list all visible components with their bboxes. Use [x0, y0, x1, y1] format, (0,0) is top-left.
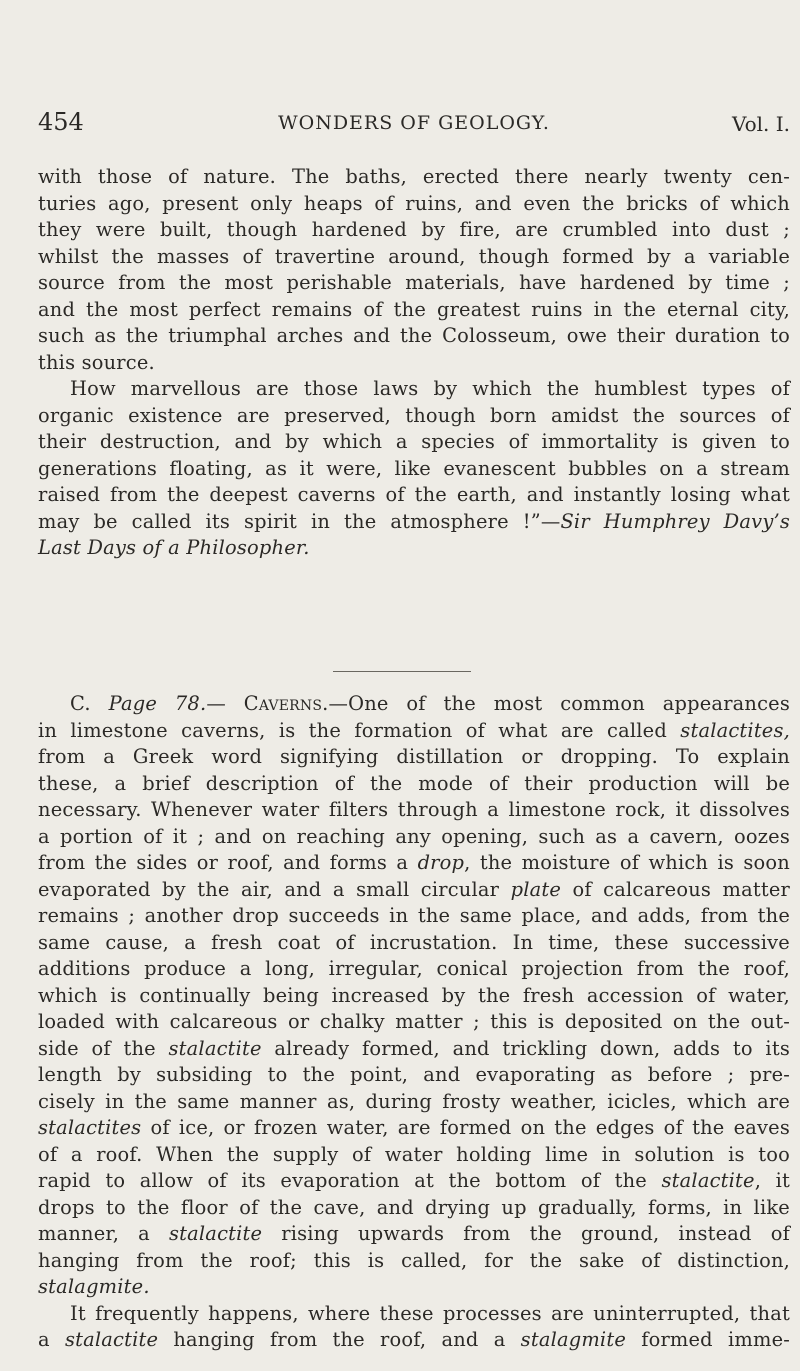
text-run: , the moisture of which is soon — [464, 851, 790, 874]
section-divider — [333, 671, 471, 672]
italic-term: stalagmite. — [38, 1275, 150, 1298]
text-run: , it — [754, 1169, 790, 1192]
text-line: with those of nature. The baths, erected there nearly twenty cen- — [38, 165, 790, 188]
text-run: formed imme- — [626, 1328, 790, 1351]
text-run: hanging from the roof, and a — [158, 1328, 521, 1351]
italic-term: stalactite — [661, 1169, 755, 1192]
text-line — [38, 1221, 790, 1248]
text-line — [38, 1274, 790, 1301]
italic-term: drop — [417, 851, 465, 874]
text-line: whilst the masses of travertine around, though formed by a variable — [38, 244, 790, 268]
text-line: a portion of it ; and on reaching any opening, such as a cavern, oozes — [38, 824, 790, 848]
text-run: manner, a — [38, 1222, 169, 1245]
text-run: of ice, or frozen water, are formed on the edges of the eaves — [141, 1116, 790, 1139]
text-line: C. Page 78.— Caverns.—One of the most common appearances — [70, 692, 790, 715]
italic-term: stalactite — [169, 1222, 263, 1245]
page-number: 454 — [38, 108, 84, 136]
italic-term: stalactite — [168, 1036, 262, 1060]
quote-continuation — [38, 164, 790, 562]
text-line: source from the most perishable materials, have hardened by time ; — [38, 271, 790, 294]
text-line: these, a brief description of the mode of their production will be — [38, 771, 790, 795]
italic-term: stalactites — [38, 1116, 142, 1139]
text-run: evaporated by the air, and a small circular — [38, 877, 511, 901]
text-run: One of the most common appearances — [348, 692, 790, 715]
text-line: which is continually being increased by the fresh accession of water, — [38, 983, 790, 1007]
italic-term: stalactite — [64, 1328, 159, 1351]
text-line: additions produce a long, irregular, conical projection from the roof, — [38, 957, 790, 980]
italic-term: stalagmite — [520, 1328, 627, 1351]
text-line — [38, 1036, 790, 1063]
text-line — [38, 1327, 790, 1354]
attribution-author: Sir Humphrey Davy’s — [560, 509, 790, 533]
text-line — [38, 1168, 790, 1195]
text-run: of calcareous matter — [561, 877, 790, 901]
text-line: generations floating, as it were, like evanescent bubbles on a stream — [38, 456, 790, 480]
text-line: and the most perfect remains of the greatest ruins in the eternal city, — [38, 297, 790, 321]
text-line: hanging from the roof; this is called, for the sake of distinction, — [38, 1248, 790, 1272]
text-line: necessary. Whenever water filters through a limestone rock, it dissolves — [38, 798, 790, 821]
text-line: drops to the floor of the cave, and drying up gradually, forms, in like — [38, 1195, 790, 1219]
section-c — [38, 691, 790, 1354]
page-reference: Page 78. — [108, 692, 207, 715]
text-line: length by subsiding to the point, and evaporating as before ; pre- — [38, 1063, 790, 1086]
text-line: their destruction, and by which a species of immortality is given to — [38, 430, 790, 453]
text-line: It frequently happens, where these processes are uninterrupted, that — [70, 1301, 790, 1325]
italic-term: stalactites, — [680, 718, 790, 742]
attribution-work: Last Days of a Philosopher. — [38, 536, 310, 559]
text-run: a — [38, 1328, 65, 1351]
text-line: remains ; another drop succeeds in the same place, and adds, from the — [38, 904, 790, 927]
text-line — [38, 877, 790, 904]
text-line: cisely in the same manner as, during frosty weather, icicles, which are — [38, 1089, 790, 1113]
text-run: side of the — [38, 1036, 169, 1060]
text-line: How marvellous are those laws by which the humblest types of — [70, 377, 790, 400]
text-line — [38, 850, 790, 877]
text-line: loaded with calcareous or chalky matter ; this is deposited on the out- — [38, 1010, 790, 1033]
section-heading: — Caverns. — [206, 692, 329, 715]
text-run: from the sides or roof, and forms a — [38, 851, 418, 874]
volume-label: Vol. I. — [731, 112, 790, 136]
text-line: raised from the deepest caverns of the earth, and instantly losing what — [38, 483, 790, 506]
italic-term: plate — [510, 877, 562, 901]
text-line: they were built, though hardened by fire, are crumbled into dust ; — [38, 218, 790, 241]
text-line: such as the triumphal arches and the Colosseum, owe their duration to — [38, 324, 790, 347]
text-line — [38, 509, 790, 536]
text-line: same cause, a fresh coat of incrustation. In time, these successive — [38, 930, 790, 954]
text-line — [38, 1115, 790, 1142]
text-line: of a roof. When the supply of water holding lime in solution is too — [38, 1142, 790, 1166]
text-line — [38, 535, 790, 562]
text-line — [38, 718, 790, 745]
page-header — [38, 108, 790, 142]
running-title: WONDERS OF GEOLOGY. — [278, 112, 550, 134]
text-run: in limestone caverns, is the formation of what are called — [38, 718, 681, 742]
text-run: may be called its spirit in the atmosphere !”— — [38, 509, 561, 533]
text-line: turies ago, present only heaps of ruins, and even the bricks of which — [38, 191, 790, 215]
text-run: already formed, and trickling down, adds to its — [261, 1036, 790, 1060]
text-run: rising upwards from the ground, instead of — [262, 1222, 790, 1245]
text-line: this source. — [38, 350, 155, 374]
text-line: from a Greek word signifying distillation or dropping. To explain — [38, 745, 790, 768]
text-line: organic existence are preserved, though born amidst the sources of — [38, 403, 790, 427]
text-run: rapid to allow of its evaporation at the bottom of the — [38, 1169, 662, 1192]
section-label: C. — [70, 692, 91, 715]
